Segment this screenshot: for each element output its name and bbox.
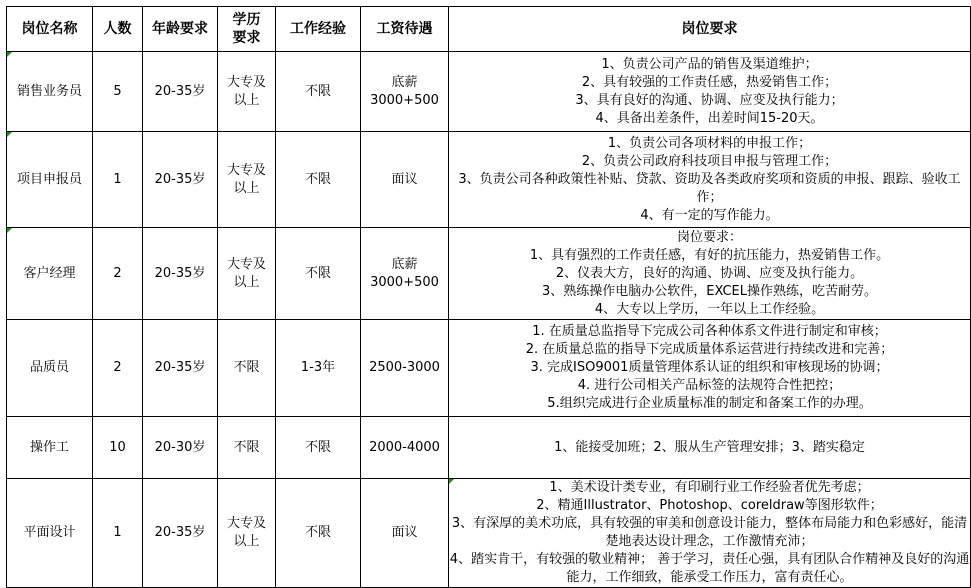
table-row <box>7 417 971 479</box>
req-line: 3、负责公司各种政策性补贴、贷款、资助及各类政府奖项和资质的申报、跟踪、验收工作； <box>458 171 961 205</box>
req-line: 1、美术设计类专业，有印刷行业工作经验者优先考虑； <box>549 480 870 495</box>
header-salary: 工资待遇 <box>361 7 449 52</box>
cell-salary: 2000-4000 <box>361 417 449 479</box>
req-line: 1、具有强烈的工作责任感，有好的抗压能力，热爱销售工作。 <box>529 247 890 263</box>
cell-req <box>449 417 971 479</box>
req-line: 岗位要求： <box>676 229 742 245</box>
table-header-row <box>7 7 971 52</box>
cell-age: 20-35岁 <box>143 52 218 132</box>
cell-name: 销售业务员 <box>7 52 93 132</box>
cell-exp: 不限 <box>276 228 361 320</box>
req-line: 1、能接受加班；2、服从生产管理安排；3、踏实稳定 <box>554 439 865 455</box>
cell-edu <box>218 132 276 228</box>
header-exp: 工作经验 <box>276 7 361 52</box>
req-line: 2、具有较强的工作责任感，热爱销售工作； <box>581 74 838 90</box>
job-table <box>6 6 971 588</box>
cell-exp: 不限 <box>276 132 361 228</box>
table-row <box>7 52 971 132</box>
req-line: 3、具有良好的沟通、协调、应变及执行能力； <box>575 92 844 108</box>
req-line: 2. 在质量总监的指导下完成质量体系运营进行持续改进和完善； <box>525 342 894 357</box>
cell-name: 项目申报员 <box>7 132 93 228</box>
cell-count: 5 <box>93 52 143 132</box>
cell-exp: 1-3年 <box>276 320 361 417</box>
cell-name: 操作工 <box>7 417 93 479</box>
cell-salary-label: 底薪3000+500 <box>370 74 439 108</box>
cell-count: 2 <box>93 228 143 320</box>
req-line: 1. 在质量总监指导下完成公司各种体系文件进行制定和审核； <box>532 324 887 339</box>
req-line: 2、负责公司政府科技项目申报与管理工作； <box>581 153 838 169</box>
cell-exp: 不限 <box>276 479 361 588</box>
table-row <box>7 228 971 320</box>
cell-count: 10 <box>93 417 143 479</box>
cell-name: 品质员 <box>7 320 93 417</box>
cell-exp: 不限 <box>276 417 361 479</box>
cell-salary: 2500-3000 <box>361 320 449 417</box>
cell-edu <box>218 479 276 588</box>
cell-name: 客户经理 <box>7 228 93 320</box>
cell-edu <box>218 228 276 320</box>
req-line: 4. 进行公司相关产品标签的法规符合性把控； <box>577 378 842 393</box>
table-row <box>7 479 971 588</box>
cell-req <box>449 320 971 417</box>
req-line: 3. 完成ISO9001质量管理体系认证的组织和审核现场的协调； <box>530 360 889 375</box>
cell-req <box>449 52 971 132</box>
cell-edu-label: 大专及以上 <box>226 74 266 108</box>
cell-req <box>449 228 971 320</box>
req-line: 4、具备出差条件，出差时间15-20天。 <box>595 110 824 126</box>
cell-salary-label: 底薪3000+500 <box>370 256 439 290</box>
req-line: 1、负责公司各项材料的申报工作； <box>607 135 812 151</box>
req-line: 5.组织完成进行企业质量标准的制定和备案工作的办理。 <box>547 396 872 411</box>
cell-edu-label: 大专及以上 <box>226 516 266 549</box>
cell-age: 20-35岁 <box>143 132 218 228</box>
cell-edu: 不限 <box>218 417 276 479</box>
header-edu <box>218 7 276 52</box>
cell-age: 20-35岁 <box>143 320 218 417</box>
header-edu-label: 学历要求 <box>232 12 261 46</box>
cell-salary: 面议 <box>361 479 449 588</box>
header-age: 年龄要求 <box>143 7 218 52</box>
req-line: 4、有一定的写作能力。 <box>640 207 779 223</box>
cell-count: 2 <box>93 320 143 417</box>
cell-edu-label: 大专及以上 <box>226 162 266 196</box>
cell-edu: 不限 <box>218 320 276 417</box>
cell-name: 平面设计 <box>7 479 93 588</box>
cell-salary: 面议 <box>361 132 449 228</box>
cell-count: 1 <box>93 479 143 588</box>
header-count: 人数 <box>93 7 143 52</box>
table-row <box>7 320 971 417</box>
req-line: 3、有深厚的美术功底，具有较强的审美和创意设计能力，整体布局能力和色彩感好，能清楚地表达设计理念，工作激情充沛； <box>451 516 968 549</box>
cell-count: 1 <box>93 132 143 228</box>
cell-salary <box>361 228 449 320</box>
req-line: 1、负责公司产品的销售及渠道维护； <box>601 56 818 72</box>
header-req: 岗位要求 <box>449 7 971 52</box>
cell-age: 20-30岁 <box>143 417 218 479</box>
cell-req <box>449 132 971 228</box>
req-line: 2、精通Illustrator、Photoshop、coreldraw等图形软件； <box>536 498 883 513</box>
table-row <box>7 132 971 228</box>
cell-req <box>449 479 971 588</box>
cell-edu-label: 大专及以上 <box>226 256 266 290</box>
cell-age: 20-35岁 <box>143 228 218 320</box>
req-line: 2、仪表大方，良好的沟通、协调、应变及执行能力。 <box>555 265 864 281</box>
req-line: 4、踏实肯干，有较强的敬业精神； 善于学习，责任心强，具有团队合作精神及良好的沟通能力，工作细致，能承受工作压力，富有责任心。 <box>449 552 970 585</box>
req-line: 4、大专以上学历，一年以上工作经验。 <box>594 301 825 317</box>
cell-age: 20-35岁 <box>143 479 218 588</box>
cell-salary <box>361 52 449 132</box>
cell-exp: 不限 <box>276 52 361 132</box>
header-name: 岗位名称 <box>7 7 93 52</box>
cell-edu <box>218 52 276 132</box>
req-line: 3、熟练操作电脑办公软件，EXCEL操作熟练，吃苦耐劳。 <box>542 283 877 299</box>
